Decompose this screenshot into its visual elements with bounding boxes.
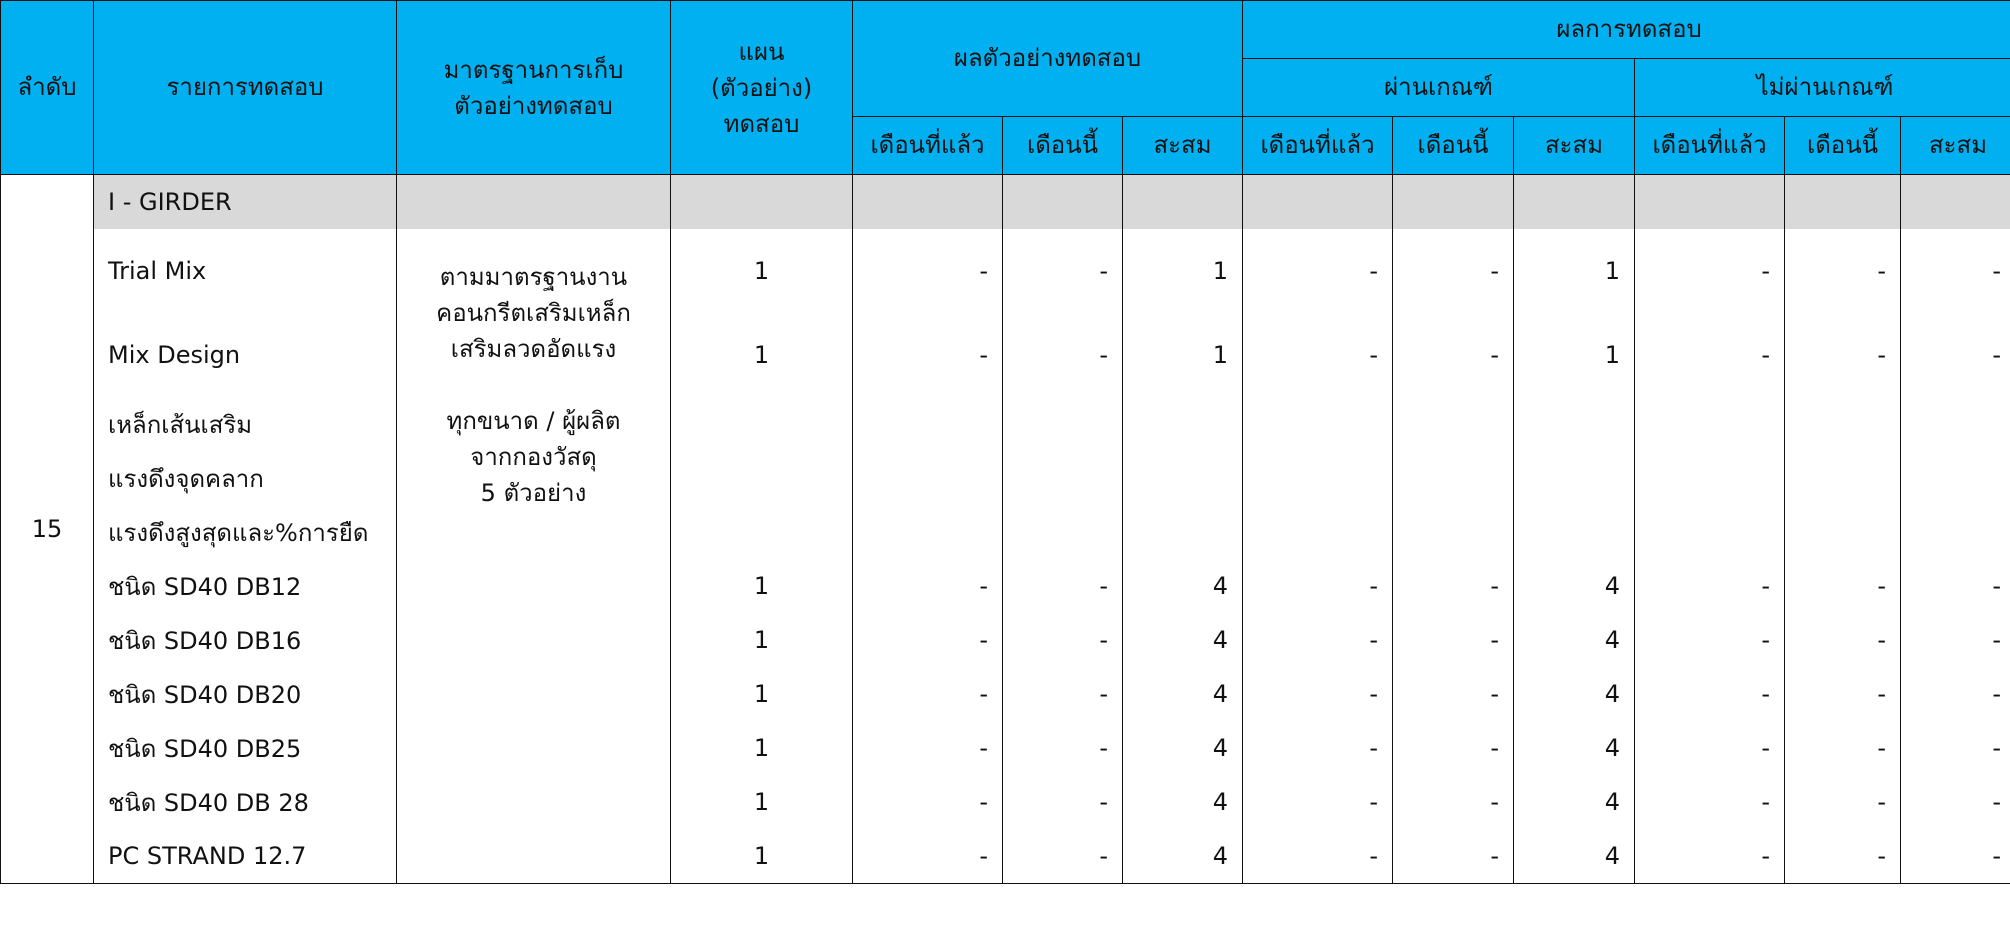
- cell-fail-last: -: [1635, 229, 1785, 313]
- header-pass-this-month: เดือนนี้: [1393, 117, 1514, 175]
- header-pass-last-month: เดือนที่แล้ว: [1243, 117, 1393, 175]
- cell-fail-this: -: [1785, 775, 1901, 829]
- cell-sample-cum: 4: [1123, 829, 1243, 884]
- table-row: [1, 397, 2010, 451]
- table-row: [1, 505, 2010, 559]
- section-label: I - GIRDER: [94, 175, 397, 230]
- table-row: [1, 775, 2010, 829]
- cell-pass-last: -: [1243, 829, 1393, 884]
- cell-pass-cum: 4: [1514, 559, 1635, 613]
- cell-sample-cum: 1: [1123, 229, 1243, 313]
- cell-fail-cum: -: [1901, 313, 2010, 397]
- cell-plan: 1: [671, 613, 853, 667]
- row-label: ชนิด SD40 DB 28: [94, 775, 397, 829]
- row-label: PC STRAND 12.7: [94, 829, 397, 884]
- cell-sample-last: -: [853, 775, 1003, 829]
- cell-sample-last: -: [853, 667, 1003, 721]
- section-row: [1, 175, 2010, 230]
- table-row: [1, 559, 2010, 613]
- table-row: [1, 829, 2010, 884]
- cell-fail-this: -: [1785, 559, 1901, 613]
- cell-pass-cum: 4: [1514, 829, 1635, 884]
- cell-sample-cum: 4: [1123, 775, 1243, 829]
- header-standard: [397, 1, 671, 175]
- cell-fail-last: -: [1635, 721, 1785, 775]
- cell-sample-this: -: [1003, 775, 1123, 829]
- cell-plan: 1: [671, 559, 853, 613]
- cell-sample-this: -: [1003, 229, 1123, 313]
- header-fail: ไม่ผ่านเกณฑ์: [1635, 59, 2010, 117]
- cell-pass-last: -: [1243, 775, 1393, 829]
- header-fail-this-month: เดือนนี้: [1785, 117, 1901, 175]
- cell-plan: 1: [671, 667, 853, 721]
- cell-pass-this: -: [1393, 559, 1514, 613]
- standard-concrete: [397, 229, 671, 397]
- standard-steel: [397, 397, 671, 559]
- header-pass-cumulative: สะสม: [1514, 117, 1635, 175]
- cell-sample-cum: 1: [1123, 313, 1243, 397]
- cell-sample-last: -: [853, 559, 1003, 613]
- cell-pass-this: -: [1393, 229, 1514, 313]
- row-label: แรงดึงจุดคลาก: [94, 451, 397, 505]
- cell-fail-this: -: [1785, 229, 1901, 313]
- standard-steel-text: ทุกขนาด / ผู้ผลิต จากกองวัสดุ 5 ตัวอย่าง: [446, 407, 621, 507]
- cell-sample-last: -: [853, 721, 1003, 775]
- cell-sample-this: -: [1003, 313, 1123, 397]
- cell-fail-cum: -: [1901, 229, 2010, 313]
- cell-sample-this: -: [1003, 559, 1123, 613]
- cell-sample-last: -: [853, 313, 1003, 397]
- row-label: แรงดึงสูงสุดและ%การยืด: [94, 505, 397, 559]
- cell-pass-last: -: [1243, 667, 1393, 721]
- cell-pass-this: -: [1393, 313, 1514, 397]
- cell-fail-last: -: [1635, 829, 1785, 884]
- cell-fail-last: -: [1635, 775, 1785, 829]
- header-test-result: ผลการทดสอบ: [1243, 1, 2010, 59]
- standard-concrete-text: ตามมาตรฐานงาน คอนกรีตเสริมเหล็ก เสริมลวดอัดแรง: [436, 263, 631, 363]
- cell-sample-this: -: [1003, 613, 1123, 667]
- cell-pass-this: -: [1393, 667, 1514, 721]
- cell-fail-this: -: [1785, 313, 1901, 397]
- cell-pass-cum: 4: [1514, 613, 1635, 667]
- cell-fail-this: -: [1785, 667, 1901, 721]
- cell-plan: 1: [671, 229, 853, 313]
- cell-fail-cum: -: [1901, 721, 2010, 775]
- cell-plan: 1: [671, 721, 853, 775]
- cell-pass-this: -: [1393, 829, 1514, 884]
- cell-fail-cum: -: [1901, 775, 2010, 829]
- header-plan-text: แผน (ตัวอย่าง) ทดสอบ: [710, 37, 813, 138]
- table-row: [1, 229, 2010, 313]
- cell-sample-this: -: [1003, 829, 1123, 884]
- table-row: [1, 667, 2010, 721]
- group-index: 15: [1, 175, 94, 884]
- row-label: ชนิด SD40 DB20: [94, 667, 397, 721]
- row-label: Trial Mix: [94, 229, 397, 313]
- cell-sample-cum: 4: [1123, 721, 1243, 775]
- table-row: [1, 613, 2010, 667]
- cell-fail-cum: -: [1901, 829, 2010, 884]
- cell-pass-cum: 1: [1514, 229, 1635, 313]
- cell-pass-cum: 4: [1514, 775, 1635, 829]
- header-fail-last-month: เดือนที่แล้ว: [1635, 117, 1785, 175]
- header-sample-cumulative: สะสม: [1123, 117, 1243, 175]
- header-sample-last-month: เดือนที่แล้ว: [853, 117, 1003, 175]
- row-label: Mix Design: [94, 313, 397, 397]
- header-fail-cumulative: สะสม: [1901, 117, 2010, 175]
- cell-pass-cum: 4: [1514, 721, 1635, 775]
- cell-fail-cum: -: [1901, 613, 2010, 667]
- cell-sample-this: -: [1003, 667, 1123, 721]
- cell-pass-cum: 1: [1514, 313, 1635, 397]
- cell-plan: 1: [671, 775, 853, 829]
- cell-sample-last: -: [853, 829, 1003, 884]
- cell-sample-cum: 4: [1123, 667, 1243, 721]
- cell-fail-last: -: [1635, 667, 1785, 721]
- cell-sample-last: -: [853, 229, 1003, 313]
- cell-fail-last: -: [1635, 559, 1785, 613]
- cell-sample-last: -: [853, 613, 1003, 667]
- header-sample-this-month: เดือนนี้: [1003, 117, 1123, 175]
- cell-fail-this: -: [1785, 721, 1901, 775]
- header-sample-result: ผลตัวอย่างทดสอบ: [853, 1, 1243, 117]
- cell-pass-last: -: [1243, 559, 1393, 613]
- cell-fail-cum: -: [1901, 559, 2010, 613]
- cell-pass-this: -: [1393, 613, 1514, 667]
- header-standard-text: มาตรฐานการเก็บ ตัวอย่างทดสอบ: [443, 55, 624, 120]
- cell-pass-last: -: [1243, 229, 1393, 313]
- cell-sample-cum: 4: [1123, 613, 1243, 667]
- row-label: ชนิด SD40 DB25: [94, 721, 397, 775]
- cell-pass-cum: 4: [1514, 667, 1635, 721]
- cell-pass-this: -: [1393, 721, 1514, 775]
- table-row: [1, 451, 2010, 505]
- row-label: ชนิด SD40 DB12: [94, 559, 397, 613]
- cell-fail-last: -: [1635, 613, 1785, 667]
- cell-fail-this: -: [1785, 829, 1901, 884]
- header-pass: ผ่านเกณฑ์: [1243, 59, 1635, 117]
- cell-fail-last: -: [1635, 313, 1785, 397]
- cell-sample-this: -: [1003, 721, 1123, 775]
- table-row: [1, 721, 2010, 775]
- cell-fail-this: -: [1785, 613, 1901, 667]
- cell-plan: 1: [671, 313, 853, 397]
- cell-plan: 1: [671, 829, 853, 884]
- table-row: [1, 313, 2010, 397]
- header-seq: ลำดับ: [1, 1, 94, 175]
- cell-fail-cum: -: [1901, 667, 2010, 721]
- cell-sample-cum: 4: [1123, 559, 1243, 613]
- header-item: รายการทดสอบ: [94, 1, 397, 175]
- cell-pass-this: -: [1393, 775, 1514, 829]
- row-label: เหล็กเส้นเสริม: [94, 397, 397, 451]
- cell-pass-last: -: [1243, 313, 1393, 397]
- header-plan: [671, 1, 853, 175]
- row-label: ชนิด SD40 DB16: [94, 613, 397, 667]
- cell-pass-last: -: [1243, 613, 1393, 667]
- cell-pass-last: -: [1243, 721, 1393, 775]
